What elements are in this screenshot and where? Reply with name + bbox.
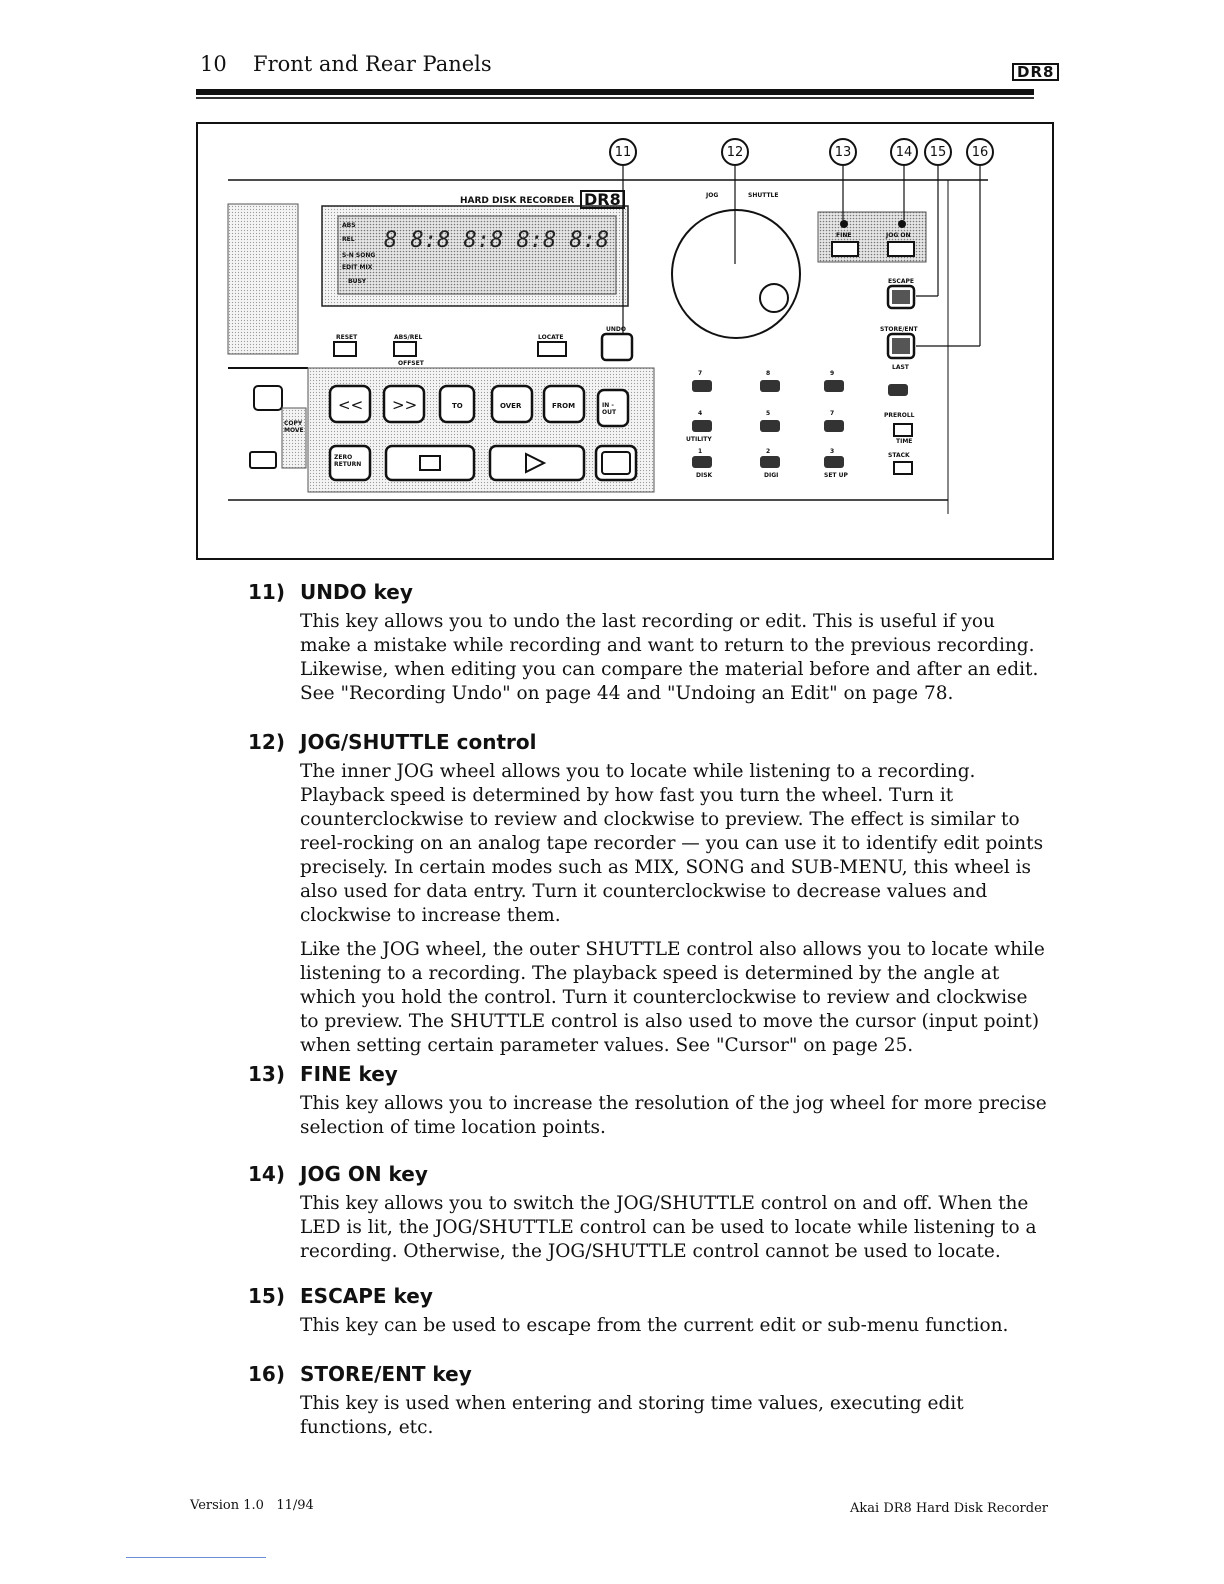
time-label: TIME: [896, 438, 913, 445]
display-digits: 8 8:8 8:8 8:8 8:8: [384, 228, 610, 253]
keypad-9: 9: [830, 370, 835, 377]
item-paragraph: This key can be used to escape from the current edit or sub-menu function.: [300, 1315, 1009, 1336]
jog-label: JOG: [706, 192, 719, 199]
callout-15: 15: [924, 138, 952, 166]
item-paragraph: This key is used when entering and storing time values, executing edit functions, etc.: [300, 1393, 964, 1438]
brand-logo: DR8: [580, 190, 625, 209]
in-out-label: IN - OUT: [602, 402, 617, 416]
preroll-label: PREROLL: [884, 412, 915, 419]
callout-12: 12: [721, 138, 749, 166]
footer-version: Version 1.0 11/94: [190, 1498, 314, 1513]
store-ent-label: STORE/ENT: [880, 326, 918, 333]
offset-label: OFFSET: [398, 360, 424, 367]
item-body: [300, 610, 1050, 716]
page-number: 10: [200, 52, 227, 76]
item-number: 13): [248, 1062, 285, 1086]
item-title: FINE key: [300, 1062, 398, 1086]
abs-rel-label: ABS/REL: [394, 334, 423, 341]
escape-label: ESCAPE: [888, 278, 914, 285]
copy-move-label: COPY MOVE: [284, 420, 304, 434]
over-label: OVER: [500, 402, 522, 410]
callout-16: 16: [966, 138, 994, 166]
item-paragraph: Like the JOG wheel, the outer SHUTTLE control also allows you to locate while listening to a recording. The playback speed is determined by the angle at which you hold the control. Turn it counterclockwise to review and clockwise to preview. The SHUTTLE control is also used to move the cursor (input point) when setting certain parameter values. See "Cursor" on page 25.: [300, 939, 1045, 1056]
footer-divider: [126, 1557, 266, 1558]
item-body: [300, 1092, 1050, 1150]
front-panel-drawing: [198, 124, 1052, 558]
keypad-2: 2: [766, 448, 771, 455]
item-paragraph: The inner JOG wheel allows you to locate while listening to a recording. Playback speed is determined by how fast you turn the wheel. Turn it counterclockwise to review and clockwise to preview. The effect is similar to reel-rocking on an analog tape recorder — you can use it to identify edit points precisely. In certain modes such as MIX, SONG and SUB-MENU, this wheel is also used for data entry. Turn it counterclockwise to decrease values and clockwise to increase them.: [300, 761, 1044, 926]
locate-label: LOCATE: [538, 334, 564, 341]
front-panel-figure: [196, 122, 1054, 560]
display-label-abs: ABS: [342, 222, 356, 229]
header-rule-thin: [196, 97, 1034, 99]
item-body: [300, 760, 1050, 1068]
header-rule: [196, 89, 1034, 95]
jog-on-label: JOG ON: [886, 232, 911, 239]
callout-13: 13: [829, 138, 857, 166]
keypad-3: 3: [830, 448, 835, 455]
display-label-rel: REL: [342, 236, 355, 243]
item-body: [300, 1192, 1050, 1274]
item-title: JOG ON key: [300, 1162, 428, 1186]
item-number: 16): [248, 1362, 285, 1386]
zero-return-label: ZERO RETURN: [334, 454, 362, 468]
item-number: 11): [248, 580, 285, 604]
from-label: FROM: [552, 402, 576, 410]
brand-label: HARD DISK RECORDER: [460, 196, 575, 206]
callout-14: 14: [890, 138, 918, 166]
header-logo: DR8: [1012, 63, 1059, 81]
item-paragraph: This key allows you to increase the resolution of the jog wheel for more precise selection of time location points.: [300, 1093, 1047, 1138]
item-title: ESCAPE key: [300, 1284, 433, 1308]
callout-11: 11: [609, 138, 637, 166]
digi-label: DIGI: [764, 472, 779, 479]
item-paragraph: This key allows you to undo the last recording or edit. This is useful if you make a mistake while recording and want to return to the previous recording. Likewise, when editing you can compare the material before and after an edit. See "Recording Undo" on page 44 and "Undoing an Edit" on page 78.: [300, 611, 1039, 704]
disk-label: DISK: [696, 472, 713, 479]
item-number: 14): [248, 1162, 285, 1186]
keypad-7b: 7: [830, 410, 835, 417]
item-title: UNDO key: [300, 580, 413, 604]
set-up-label: SET UP: [824, 472, 848, 479]
item-body: [300, 1314, 1050, 1348]
display-label-busy: BUSY: [348, 278, 367, 285]
shuttle-label: SHUTTLE: [748, 192, 779, 199]
reset-label: RESET: [336, 334, 358, 341]
last-label: LAST: [892, 364, 909, 371]
to-label: TO: [452, 402, 463, 410]
section-title: Front and Rear Panels: [253, 52, 492, 76]
svg-text:<<: <<: [338, 396, 364, 414]
item-number: 12): [248, 730, 285, 754]
keypad-4: 4: [698, 410, 703, 417]
footer-product: Akai DR8 Hard Disk Recorder: [850, 1501, 1048, 1516]
item-paragraph: This key allows you to switch the JOG/SHUTTLE control on and off. When the LED is lit, the JOG/SHUTTLE control can be used to locate while listening to a recording. Otherwise, the JOG/SHUTTLE control cannot be used to locate.: [300, 1193, 1037, 1262]
undo-label: UNDO: [606, 326, 626, 333]
display-label-song: S-N SONG: [342, 252, 376, 259]
item-title: JOG/SHUTTLE control: [300, 730, 537, 754]
fine-label: FINE: [836, 232, 852, 239]
keypad-7: 7: [698, 370, 703, 377]
stack-label: STACK: [888, 452, 910, 459]
item-body: [300, 1392, 1050, 1450]
item-title: STORE/ENT key: [300, 1362, 472, 1386]
display-label-edit: EDIT MIX: [342, 264, 373, 271]
keypad-8: 8: [766, 370, 771, 377]
item-number: 15): [248, 1284, 285, 1308]
utility-label: UTILITY: [686, 436, 712, 443]
svg-text:>>: >>: [392, 396, 418, 414]
keypad-1: 1: [698, 448, 703, 455]
keypad-5: 5: [766, 410, 771, 417]
